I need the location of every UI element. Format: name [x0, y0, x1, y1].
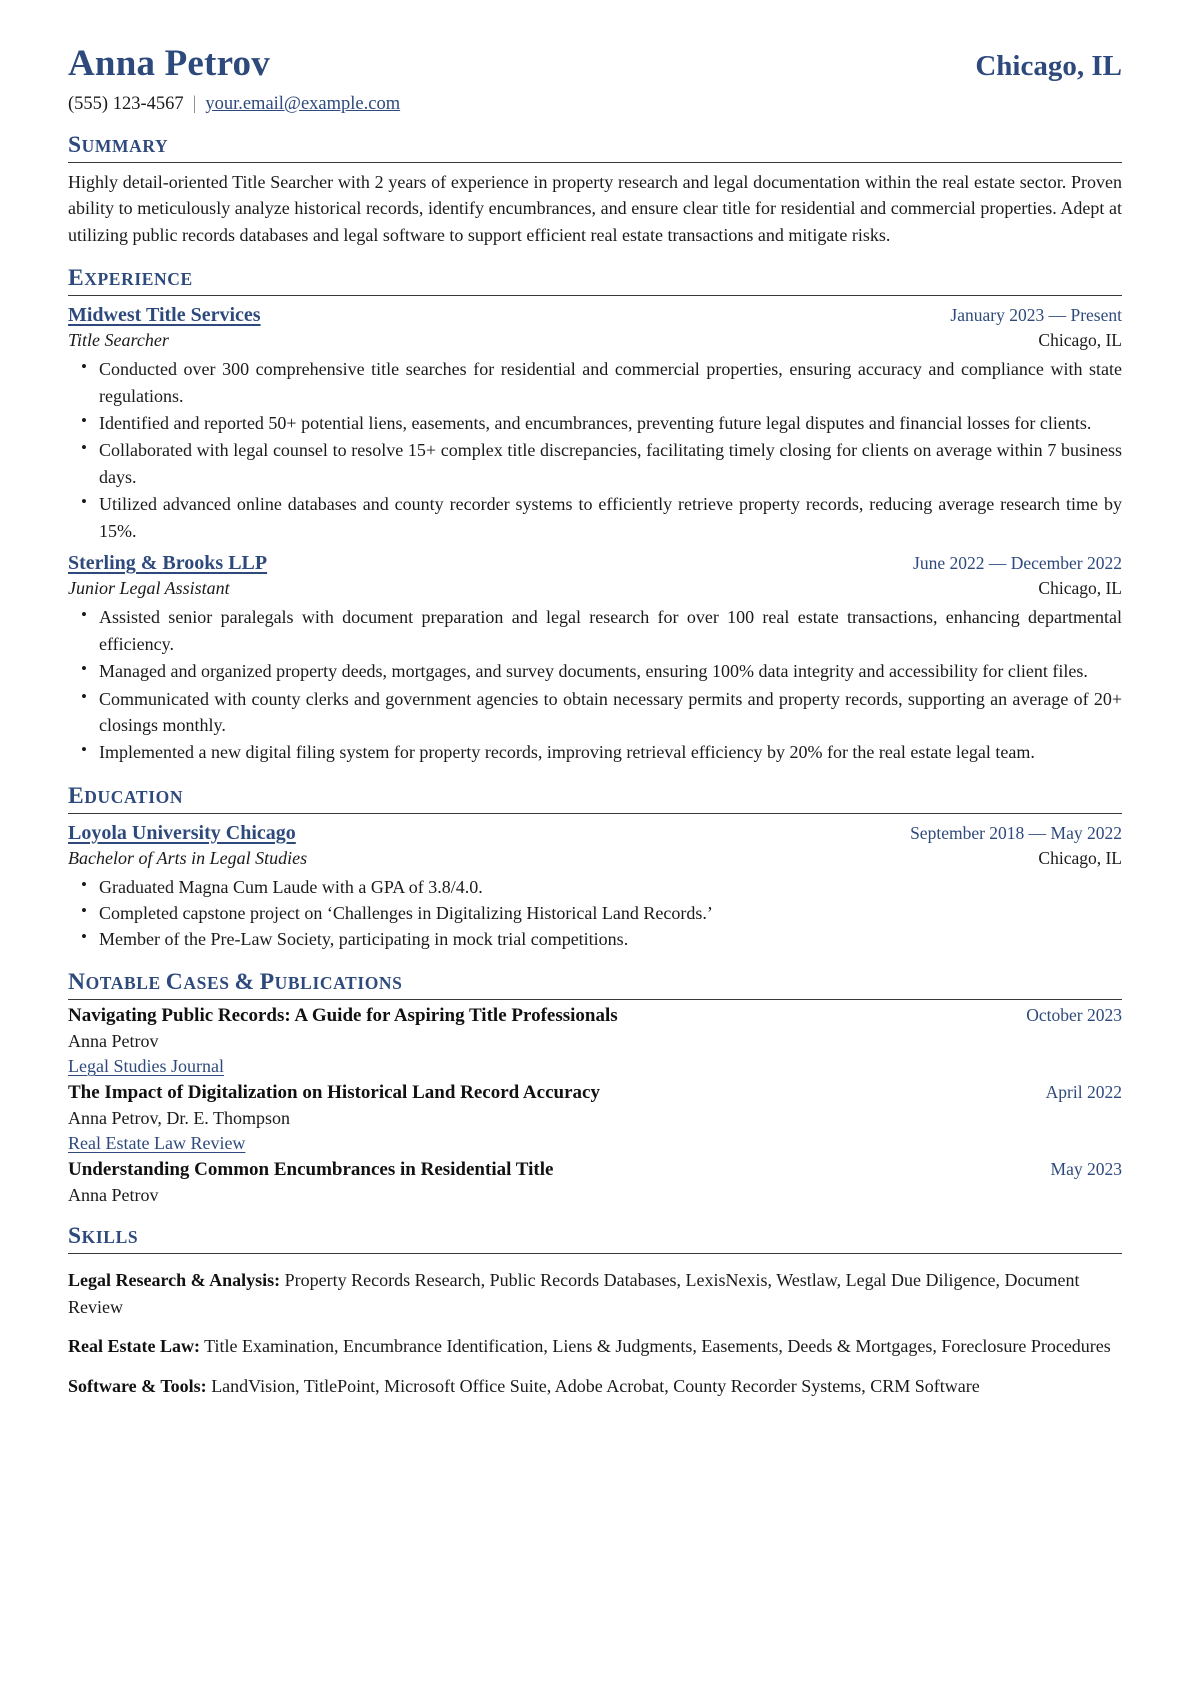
- list-item: • Communicated with county clerks and government agencies to obtain necessary permits and property records, supporting an average of 20+ closings monthly.: [68, 686, 1122, 739]
- section-heading-text: EDUCATION: [68, 782, 184, 809]
- list-item: • Assisted senior paralegals with document preparation and legal research for over 100 real estate transactions, enhancing departmental efficiency.: [68, 604, 1122, 657]
- section-education: [68, 783, 1122, 952]
- publication-authors: Anna Petrov: [68, 1031, 159, 1052]
- skill-group: [68, 1267, 1122, 1320]
- entry-top-row: [68, 552, 1122, 575]
- section-rule: [68, 999, 1122, 1000]
- employment-dates: June 2022 — December 2022: [913, 553, 1122, 574]
- job-title: Title Searcher: [68, 330, 169, 351]
- section-rule: [68, 162, 1122, 163]
- education-entry: [68, 822, 1122, 952]
- contact-line: [68, 94, 1122, 115]
- publication-top-row: [68, 1159, 1122, 1181]
- experience-bullets: [68, 356, 1122, 544]
- publication-entry: [68, 1005, 1122, 1077]
- list-item: • Conducted over 300 comprehensive title searches for residential and commercial properties, ensuring accuracy and compliance with state regulations.: [68, 356, 1122, 409]
- list-item: • Completed capstone project on ‘Challenges in Digitalizing Historical Land Records.’: [68, 900, 1122, 926]
- skill-group-label: Real Estate Law:: [68, 1336, 200, 1357]
- list-item: • Identified and reported 50+ potential liens, easements, and encumbrances, preventing future legal disputes and financial losses for clients.: [68, 410, 1122, 436]
- job-title: Junior Legal Assistant: [68, 578, 230, 599]
- job-location: Chicago, IL: [1038, 578, 1122, 599]
- publication-authors: Anna Petrov, Dr. E. Thompson: [68, 1108, 290, 1129]
- list-item: • Implemented a new digital filing system for property records, improving retrieval efficiency by 20% for the real estate legal team.: [68, 739, 1122, 765]
- school-name[interactable]: Loyola University Chicago: [68, 821, 296, 844]
- entry-sub-row: [68, 845, 1122, 869]
- section-heading-publications: [68, 969, 1122, 998]
- skill-group: [68, 1333, 1122, 1360]
- publication-entry: [68, 1159, 1122, 1206]
- publication-title: Understanding Common Encumbrances in Residential Title: [68, 1159, 554, 1181]
- email-link[interactable]: your.email@example.com: [205, 93, 401, 114]
- entry-sub-row: [68, 575, 1122, 599]
- section-skills: [68, 1223, 1122, 1400]
- summary-text: Highly detail-oriented Title Searcher with 2 years of experience in property research and legal documentation within the real estate sector. Proven ability to meticulously analyze historical records, identify encumbrances, and ensure clear title for residential and commercial properties. Adept at utilizing public records databases and legal software to support efficient real estate transactions and mitigate risks.: [68, 171, 1122, 245]
- candidate-name: Anna Petrov: [68, 43, 270, 84]
- skill-group: [68, 1373, 1122, 1400]
- section-heading-experience: [68, 265, 1122, 294]
- publication-entry: [68, 1082, 1122, 1154]
- degree-title: Bachelor of Arts in Legal Studies: [68, 847, 308, 868]
- section-heading-text: SUMMARY: [68, 131, 169, 158]
- publication-title: Navigating Public Records: A Guide for Aspiring Title Professionals: [68, 1005, 618, 1027]
- list-item: • Collaborated with legal counsel to resolve 15+ complex title discrepancies, facilitating timely closing for clients on average within 7 business days.: [68, 437, 1122, 490]
- section-heading-summary: [68, 132, 1122, 161]
- section-heading-text: SKILLS: [68, 1223, 139, 1250]
- publication-top-row: [68, 1082, 1122, 1104]
- publication-venue[interactable]: Legal Studies Journal: [68, 1056, 224, 1077]
- publication-date: October 2023: [1026, 1005, 1122, 1026]
- section-experience: [68, 265, 1122, 766]
- skill-group-items: Property Records Research, Public Records Databases, LexisNexis, Westlaw, Legal Due Diligence, Document Review: [68, 1270, 1080, 1317]
- section-heading-text: NOTABLE CASES & PUBLICATIONS: [68, 969, 403, 996]
- candidate-location: Chicago, IL: [975, 50, 1122, 82]
- experience-bullets: [68, 604, 1122, 766]
- section-heading-education: [68, 783, 1122, 812]
- section-rule: [68, 295, 1122, 296]
- education-bullets: [68, 874, 1122, 952]
- entry-sub-row: [68, 327, 1122, 351]
- employer-name[interactable]: Sterling & Brooks LLP: [68, 552, 268, 575]
- list-item: • Managed and organized property deeds, mortgages, and survey documents, ensuring 100% data integrity and accessibility for client files.: [68, 658, 1122, 684]
- phone-number: (555) 123-4567: [68, 93, 184, 114]
- list-item: • Member of the Pre-Law Society, participating in mock trial competitions.: [68, 926, 1122, 952]
- publication-authors: Anna Petrov: [68, 1185, 159, 1206]
- employment-dates: January 2023 — Present: [950, 305, 1122, 326]
- skill-group-label: Software & Tools:: [68, 1376, 207, 1397]
- publication-date: May 2023: [1050, 1159, 1122, 1180]
- skill-group-items: Title Examination, Encumbrance Identification, Liens & Judgments, Easements, Deeds & Mortgages, Foreclosure Procedures: [204, 1336, 1111, 1357]
- section-publications: [68, 969, 1122, 1206]
- publication-date: April 2022: [1045, 1082, 1122, 1103]
- publication-title: The Impact of Digitalization on Historical Land Record Accuracy: [68, 1082, 600, 1104]
- job-location: Chicago, IL: [1038, 330, 1122, 351]
- section-summary: [68, 132, 1122, 248]
- school-location: Chicago, IL: [1038, 847, 1122, 868]
- experience-entry: [68, 304, 1122, 544]
- resume-header: [68, 44, 1122, 85]
- list-item: • Graduated Magna Cum Laude with a GPA of 3.8/4.0.: [68, 874, 1122, 900]
- list-item: • Utilized advanced online databases and county recorder systems to efficiently retrieve property records, reducing average research time by 15%.: [68, 491, 1122, 544]
- section-rule: [68, 1253, 1122, 1254]
- education-dates: September 2018 — May 2022: [910, 822, 1122, 843]
- entry-top-row: [68, 304, 1122, 327]
- experience-entry: [68, 552, 1122, 766]
- employer-name[interactable]: Midwest Title Services: [68, 304, 261, 327]
- publication-top-row: [68, 1005, 1122, 1027]
- entry-top-row: [68, 822, 1122, 845]
- skill-group-label: Legal Research & Analysis:: [68, 1270, 281, 1291]
- skill-group-items: LandVision, TitlePoint, Microsoft Office Suite, Adobe Acrobat, County Recorder Systems, CRM Software: [211, 1376, 980, 1397]
- publication-venue[interactable]: Real Estate Law Review: [68, 1133, 246, 1154]
- section-heading-skills: [68, 1223, 1122, 1252]
- section-rule: [68, 813, 1122, 814]
- section-heading-text: EXPERIENCE: [68, 265, 193, 292]
- contact-separator: |: [192, 93, 197, 114]
